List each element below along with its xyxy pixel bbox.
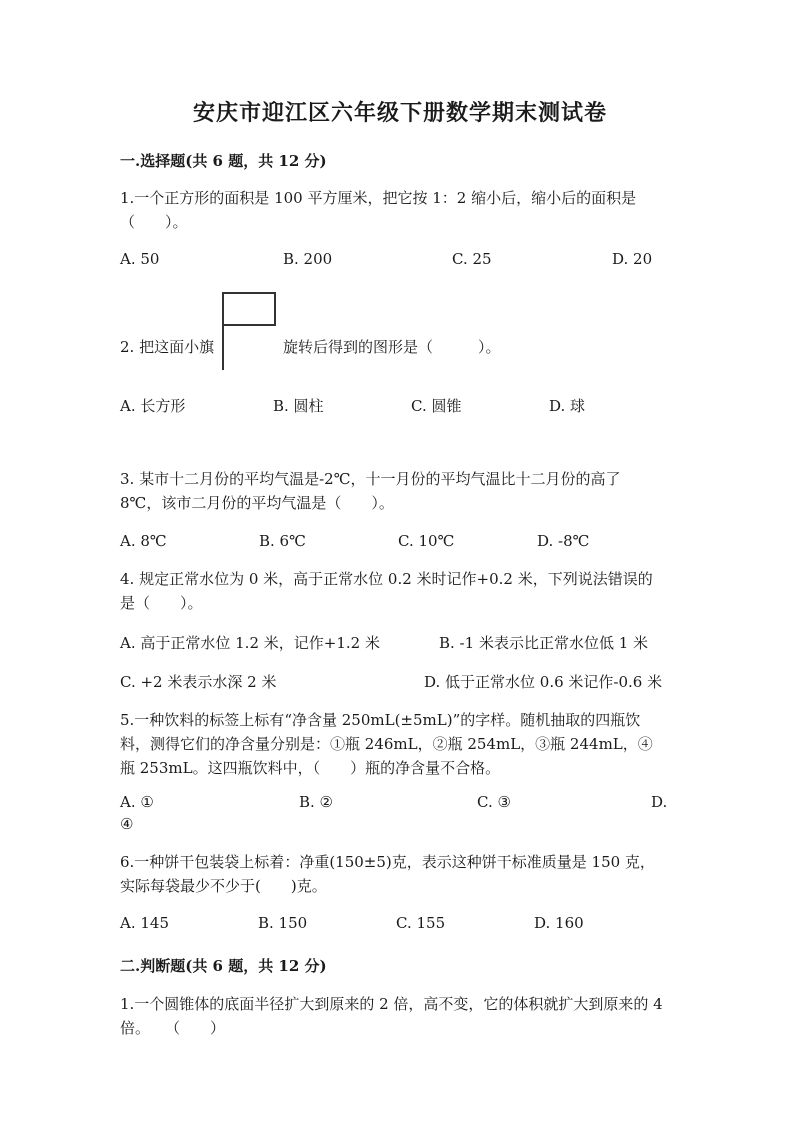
- option-a: A. 长方形: [120, 397, 186, 415]
- option-b: B. ②: [299, 793, 334, 811]
- option-d: D. -8℃: [537, 532, 590, 550]
- option-d: D. 低于正常水位 0.6 米记作-0.6 米: [424, 673, 663, 691]
- option-b: B. 6℃: [259, 532, 306, 550]
- option-a: A. 8℃: [120, 532, 167, 550]
- option-a: A. 高于正常水位 1.2 米，记作+1.2 米: [120, 634, 380, 652]
- option-d: D. 球: [549, 397, 586, 415]
- option-b: B. -1 米表示比正常水位低 1 米: [439, 634, 649, 652]
- question-1: 1.一个正方形的面积是 100 平方厘米，把它按 1：2 缩小后，缩小后的面积是（ ）。: [120, 189, 637, 231]
- option-c: C. 155: [396, 914, 446, 932]
- option-c: C. 10℃: [398, 532, 455, 550]
- option-a: A. ①: [120, 793, 154, 811]
- question-5: 5.一种饮料的标签上标有“净含量 250mL(±5mL)”的字样。随机抽取的四瓶饮料，测得它们的净含量分别是：①瓶 246mL，②瓶 254mL，③瓶 244mL，④瓶 253mL。这四瓶饮料中，（ ）瓶的净含量不合格。: [120, 711, 653, 777]
- option-d: D. 160: [534, 914, 584, 932]
- question-2-text-after: 旋转后得到的图形是（ ）。: [283, 338, 501, 356]
- option-c: C. ③: [477, 793, 511, 811]
- option-d-content: ④: [120, 815, 134, 833]
- option-c: C. 25: [452, 250, 492, 268]
- option-a: A. 145: [120, 914, 169, 932]
- option-c: C. 圆锥: [411, 397, 462, 415]
- flag-figure: [222, 292, 276, 326]
- judge-question-1: 1.一个圆锥体的底面半径扩大到原来的 2 倍，高不变，它的体积就扩大到原来的 4 倍。 （ ）: [120, 995, 663, 1037]
- option-b: B. 圆柱: [273, 397, 324, 415]
- option-c: C. +2 米表示水深 2 米: [120, 673, 277, 691]
- option-d: D. 20: [612, 250, 653, 268]
- option-b: B. 200: [283, 250, 333, 268]
- option-a: A. 50: [120, 250, 160, 268]
- section-heading-judge: 二.判断题(共 6 题，共 12 分): [120, 957, 327, 975]
- option-d: D.: [651, 793, 668, 811]
- page-title: 安庆市迎江区六年级下册数学期末测试卷: [192, 100, 607, 126]
- question-2-text-before: 2. 把这面小旗: [120, 338, 215, 356]
- question-4: 4. 规定正常水位为 0 米，高于正常水位 0.2 米时记作+0.2 米，下列说法错误的是（ ）。: [120, 570, 653, 612]
- option-b: B. 150: [258, 914, 308, 932]
- question-6: 6.一种饼干包装袋上标着：净重(150±5)克，表示这种饼干标准质量是 150 克，实际每袋最少不少于( )克。: [120, 853, 655, 895]
- question-3: 3. 某市十二月份的平均气温是-2℃，十一月份的平均气温比十二月份的高了 8℃，该市二月份的平均气温是（ ）。: [120, 470, 621, 512]
- section-heading-choice: 一.选择题(共 6 题，共 12 分): [120, 152, 327, 170]
